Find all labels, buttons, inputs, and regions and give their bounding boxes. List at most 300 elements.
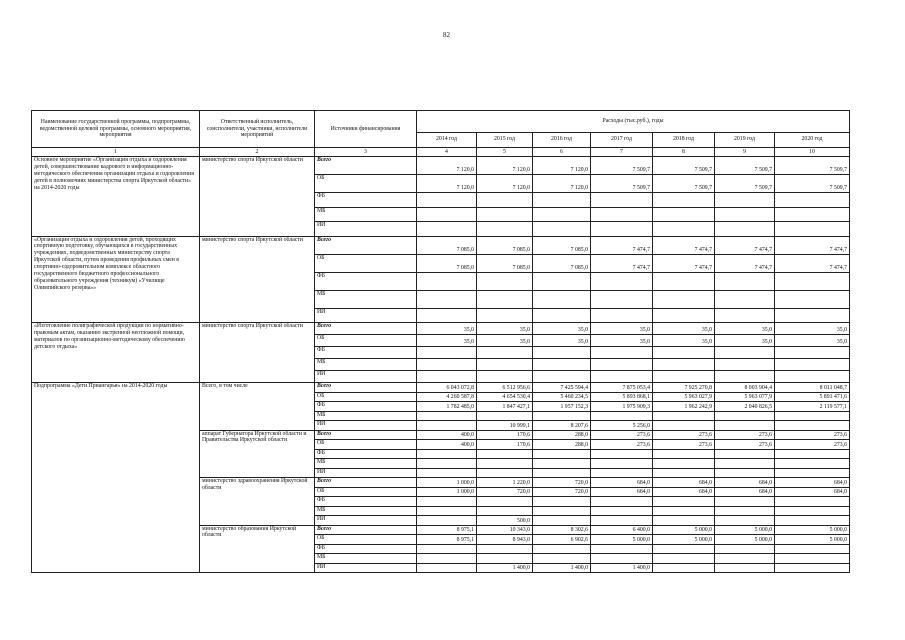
expense-value: 273,6: [653, 430, 715, 440]
expense-value: [477, 468, 533, 478]
expense-value: 1 400,0: [533, 563, 591, 573]
expense-value: 8 207,6: [533, 421, 591, 431]
expense-value: 720,0: [477, 487, 533, 497]
expense-value: [591, 468, 653, 478]
expense-value: [477, 554, 533, 564]
expense-value: 5 000,0: [653, 535, 715, 545]
expense-value: 5 000,0: [653, 525, 715, 535]
expense-value: 7 425 594,4: [533, 383, 591, 393]
expense-value: 5 000,0: [775, 535, 850, 545]
expense-value: [775, 449, 850, 459]
funding-source: МБ: [315, 290, 417, 308]
expense-value: 400,0: [417, 430, 477, 440]
expense-value: 273,6: [775, 430, 850, 440]
expense-value: [477, 272, 533, 290]
expense-value: 5 460 234,5: [533, 392, 591, 402]
expense-value: 1 957 152,3: [533, 402, 591, 412]
header-year: 2014 год: [417, 132, 477, 147]
funding-source: ФБ: [315, 449, 417, 459]
expense-value: [775, 308, 850, 323]
expense-value: [715, 449, 775, 459]
expense-value: [591, 497, 653, 507]
funding-source: МБ: [315, 506, 417, 516]
expense-value: 684,0: [775, 487, 850, 497]
expense-value: [653, 421, 715, 431]
expense-value: 273,6: [653, 440, 715, 450]
header-index: 7: [591, 148, 653, 157]
expense-value: 1 847 427,1: [477, 402, 533, 412]
expense-value: 7 509,7: [715, 175, 775, 193]
expense-value: [591, 272, 653, 290]
executor-name: министерство спорта Иркутской области: [200, 323, 315, 383]
expense-value: 7 474,7: [715, 254, 775, 272]
expense-value: [591, 554, 653, 564]
expense-value: 273,6: [591, 440, 653, 450]
expense-value: [715, 347, 775, 359]
expense-value: 684,0: [715, 487, 775, 497]
executor-name: министерство спорта Иркутской области: [200, 236, 315, 323]
expense-value: [533, 272, 591, 290]
expense-value: 288,0: [533, 430, 591, 440]
expense-value: 5 256,0: [591, 421, 653, 431]
expense-value: 684,0: [715, 478, 775, 488]
expense-value: 1 400,0: [477, 563, 533, 573]
expense-value: 500,0: [477, 516, 533, 526]
expense-value: [417, 347, 477, 359]
executor-name: министерство спорта Иркутской области: [200, 157, 315, 237]
expense-value: 7 509,7: [591, 175, 653, 193]
funding-source: ИИ: [315, 468, 417, 478]
expense-value: [591, 516, 653, 526]
expense-value: [477, 359, 533, 371]
header-index: 5: [477, 148, 533, 157]
expense-value: 1 782 485,0: [417, 402, 477, 412]
funding-source: ОБ: [315, 392, 417, 402]
expense-value: 720,0: [533, 478, 591, 488]
funding-source: ОБ: [315, 335, 417, 347]
expense-value: [715, 459, 775, 469]
expense-value: 35,0: [591, 323, 653, 335]
expense-value: 5 893 868,1: [591, 392, 653, 402]
funding-source: ОБ: [315, 440, 417, 450]
header-executor: Ответственный исполнитель, соисполнители, участники, исполнители мероприятий: [200, 111, 315, 148]
funding-source: ОБ: [315, 175, 417, 193]
expense-value: 7 474,7: [775, 254, 850, 272]
expense-value: [775, 207, 850, 222]
expense-value: 4 260 587,8: [417, 392, 477, 402]
expense-value: 35,0: [775, 323, 850, 335]
expense-value: [653, 290, 715, 308]
expense-value: [417, 272, 477, 290]
funding-source: Всего: [315, 236, 417, 254]
expense-value: [775, 506, 850, 516]
expense-value: 8 975,1: [417, 535, 477, 545]
expense-value: [533, 347, 591, 359]
funding-source: МБ: [315, 359, 417, 371]
expense-value: 6 043 072,8: [417, 383, 477, 393]
table-row: [32, 236, 850, 254]
funding-source: Всего: [315, 383, 417, 393]
expense-value: 5 000,0: [775, 525, 850, 535]
expense-value: [653, 449, 715, 459]
table-row: [32, 323, 850, 335]
expense-value: 2 040 826,5: [715, 402, 775, 412]
expense-value: 7 509,7: [653, 175, 715, 193]
expense-value: 7 474,7: [591, 236, 653, 254]
header-index: 9: [715, 148, 775, 157]
expense-value: [775, 421, 850, 431]
expense-value: [653, 359, 715, 371]
expense-value: [715, 563, 775, 573]
expense-value: [533, 371, 591, 383]
expense-value: [775, 468, 850, 478]
funding-source: ФБ: [315, 544, 417, 554]
expense-value: 684,0: [653, 478, 715, 488]
expense-value: [715, 272, 775, 290]
expense-value: [417, 468, 477, 478]
expense-value: [417, 449, 477, 459]
expense-value: [653, 497, 715, 507]
expense-value: [591, 207, 653, 222]
expense-value: [533, 193, 591, 208]
expense-value: [775, 563, 850, 573]
expense-value: [477, 347, 533, 359]
funding-source: МБ: [315, 207, 417, 222]
expense-value: 6 902,6: [533, 535, 591, 545]
expense-value: 8 011 048,7: [775, 383, 850, 393]
expense-value: 35,0: [715, 323, 775, 335]
header-expenses: Расходы (тыс.руб.), годы: [417, 111, 850, 133]
expense-value: [477, 290, 533, 308]
expense-value: [653, 516, 715, 526]
funding-source: ОБ: [315, 487, 417, 497]
expense-value: [653, 308, 715, 323]
expense-value: 1 000,0: [417, 487, 477, 497]
expense-value: [775, 411, 850, 421]
expense-value: 8 302,6: [533, 525, 591, 535]
expense-value: [477, 497, 533, 507]
expense-value: 7 120,0: [477, 175, 533, 193]
expense-value: [417, 222, 477, 237]
funding-source: Всего: [315, 430, 417, 440]
funding-source: Всего: [315, 157, 417, 175]
expense-value: [775, 359, 850, 371]
expense-value: [715, 554, 775, 564]
expense-value: [653, 371, 715, 383]
expense-value: 684,0: [591, 487, 653, 497]
expense-value: [591, 290, 653, 308]
expense-value: [715, 308, 775, 323]
expense-value: 4 654 530,4: [477, 392, 533, 402]
expense-value: [715, 222, 775, 237]
expense-value: [775, 222, 850, 237]
expense-value: [653, 544, 715, 554]
expense-value: [417, 459, 477, 469]
expense-value: 1 220,0: [477, 478, 533, 488]
expense-value: 720,0: [533, 487, 591, 497]
program-name: «Изготовление полиграфической продукции по нормативно-правовым актам, оказанию экстренной неотложной помощи, материалов по организационно-методическому обеспечению детского отдыха»: [32, 323, 200, 383]
expense-value: [715, 359, 775, 371]
expense-value: 400,0: [417, 440, 477, 450]
expense-value: 684,0: [653, 487, 715, 497]
expense-value: 35,0: [417, 323, 477, 335]
expense-value: 10 343,0: [477, 525, 533, 535]
funding-source: ИИ: [315, 421, 417, 431]
expense-value: 8 003 904,4: [715, 383, 775, 393]
funding-source: ФБ: [315, 193, 417, 208]
expense-value: [417, 563, 477, 573]
header-year: 2017 год: [591, 132, 653, 147]
expense-value: [477, 207, 533, 222]
expense-value: [715, 193, 775, 208]
expense-value: 8 975,1: [417, 525, 477, 535]
expense-value: [477, 459, 533, 469]
expense-value: [591, 544, 653, 554]
expense-value: [775, 554, 850, 564]
expense-value: 684,0: [591, 478, 653, 488]
expense-value: [533, 497, 591, 507]
expense-value: [417, 544, 477, 554]
expense-value: 7 925 270,8: [653, 383, 715, 393]
expense-value: [417, 290, 477, 308]
expense-value: 5 000,0: [591, 535, 653, 545]
expense-value: [775, 347, 850, 359]
expense-value: [715, 290, 775, 308]
expense-value: [653, 459, 715, 469]
funding-source: ИИ: [315, 371, 417, 383]
expense-value: [775, 497, 850, 507]
table-row: [32, 157, 850, 175]
expense-value: 7 085,0: [417, 236, 477, 254]
expense-value: [653, 207, 715, 222]
expense-value: [653, 193, 715, 208]
expense-value: [417, 207, 477, 222]
table-body: [32, 157, 850, 573]
expense-value: [715, 207, 775, 222]
expense-value: 7 509,7: [775, 175, 850, 193]
expense-value: 7 120,0: [417, 157, 477, 175]
expense-value: 273,6: [775, 440, 850, 450]
funding-source: ФБ: [315, 347, 417, 359]
expense-value: [477, 506, 533, 516]
expense-value: [477, 193, 533, 208]
expense-value: [477, 449, 533, 459]
expense-value: [715, 468, 775, 478]
expense-value: [775, 272, 850, 290]
program-name: Подпрограмма «Дети Приангарья» на 2014-2020 годы: [32, 383, 200, 573]
expense-value: 7 085,0: [477, 236, 533, 254]
funding-source: ФБ: [315, 402, 417, 412]
expense-value: 7 474,7: [653, 254, 715, 272]
expense-value: [775, 371, 850, 383]
expense-value: 7 509,7: [591, 157, 653, 175]
expense-value: 1 400,0: [591, 563, 653, 573]
expense-value: [775, 516, 850, 526]
table-row: [32, 383, 850, 393]
expense-value: [591, 449, 653, 459]
expense-value: [591, 506, 653, 516]
expense-value: 7 120,0: [477, 157, 533, 175]
funding-source: ФБ: [315, 497, 417, 507]
expense-value: [591, 459, 653, 469]
expense-value: [775, 193, 850, 208]
expense-value: [591, 193, 653, 208]
expense-value: [715, 421, 775, 431]
expense-value: [715, 506, 775, 516]
expense-value: [591, 308, 653, 323]
expense-value: [477, 222, 533, 237]
expense-value: [533, 544, 591, 554]
expense-value: 5 963 077,9: [715, 392, 775, 402]
expense-value: [417, 506, 477, 516]
header-index: 1: [32, 148, 200, 157]
expense-value: 7 474,7: [591, 254, 653, 272]
funding-source: ОБ: [315, 254, 417, 272]
expense-value: [417, 554, 477, 564]
header-source: Источники финансирования: [315, 111, 417, 148]
expense-value: 35,0: [477, 323, 533, 335]
expense-value: 7 085,0: [417, 254, 477, 272]
expense-value: [533, 506, 591, 516]
header-program: Наименование государственной программы, подпрограммы, ведомственной целевой программы, основного мероприятия, мероприятия: [32, 111, 200, 148]
expense-value: 6 512 956,6: [477, 383, 533, 393]
expense-value: [477, 371, 533, 383]
funding-source: МБ: [315, 411, 417, 421]
expense-value: [417, 411, 477, 421]
header-index: 4: [417, 148, 477, 157]
expenses-table: [31, 110, 850, 573]
expense-value: 5 891 471,6: [775, 392, 850, 402]
expense-value: [417, 516, 477, 526]
header-year: 2018 год: [653, 132, 715, 147]
expense-value: [653, 411, 715, 421]
expense-value: 7 509,7: [715, 157, 775, 175]
funding-source: Всего: [315, 323, 417, 335]
expense-value: [715, 544, 775, 554]
expense-value: 7 509,7: [653, 157, 715, 175]
header-index: 8: [653, 148, 715, 157]
expense-value: 35,0: [775, 335, 850, 347]
expense-value: [533, 308, 591, 323]
expense-value: [653, 468, 715, 478]
expense-value: 35,0: [533, 323, 591, 335]
expense-value: [775, 459, 850, 469]
expense-value: 7 085,0: [477, 254, 533, 272]
expense-value: 35,0: [653, 323, 715, 335]
funding-source: ИИ: [315, 222, 417, 237]
expense-value: [591, 371, 653, 383]
executor-name: министерство здравоохранения Иркутской области: [200, 478, 315, 526]
expense-value: [417, 193, 477, 208]
funding-source: ИИ: [315, 516, 417, 526]
expense-value: [477, 411, 533, 421]
expense-value: 7 120,0: [533, 175, 591, 193]
expense-value: [533, 468, 591, 478]
expense-value: [417, 371, 477, 383]
expense-value: [533, 459, 591, 469]
expense-value: 7 085,0: [533, 236, 591, 254]
executor-name: Всего, в том числе: [200, 383, 315, 431]
expense-value: 7 120,0: [533, 157, 591, 175]
expense-value: [417, 308, 477, 323]
expense-value: [533, 449, 591, 459]
expense-value: [715, 497, 775, 507]
expense-value: [533, 359, 591, 371]
expense-value: 1 962 242,9: [653, 402, 715, 412]
expense-value: 273,6: [715, 430, 775, 440]
expense-value: 35,0: [417, 335, 477, 347]
funding-source: ФБ: [315, 272, 417, 290]
funding-source: Всего: [315, 525, 417, 535]
expense-value: 7 474,7: [715, 236, 775, 254]
expense-value: [591, 359, 653, 371]
expense-value: 170,6: [477, 440, 533, 450]
expense-value: [715, 371, 775, 383]
expense-value: [533, 516, 591, 526]
expense-value: 7 474,7: [775, 236, 850, 254]
header-index: 2: [200, 148, 315, 157]
expense-value: 5 963 027,9: [653, 392, 715, 402]
funding-source: Всего: [315, 478, 417, 488]
expense-value: 7 085,0: [533, 254, 591, 272]
expense-value: [591, 411, 653, 421]
expense-value: 273,6: [591, 430, 653, 440]
expense-value: [775, 290, 850, 308]
expense-value: 1 975 909,3: [591, 402, 653, 412]
expense-value: 288,0: [533, 440, 591, 450]
expense-value: 35,0: [715, 335, 775, 347]
page-number: 82: [443, 31, 450, 39]
header-index: 10: [775, 148, 850, 157]
expense-value: [477, 308, 533, 323]
header-index: 3: [315, 148, 417, 157]
header-year: 2016 год: [533, 132, 591, 147]
expense-value: 273,6: [715, 440, 775, 450]
header-year: 2019 год: [715, 132, 775, 147]
expense-value: 7 875 053,4: [591, 383, 653, 393]
funding-source: МБ: [315, 554, 417, 564]
program-name: Основное мероприятие «Организация отдыха и оздоровления детей, совершенствование кадрового и информационно-методического обеспечения организации отдыха и оздоровления детей в полномочиях министерства спорта Иркутской области» на 2014-2020 годы: [32, 157, 200, 237]
executor-name: аппарат Губернатора Иркутской области и Правительства Иркутской области: [200, 430, 315, 478]
header-year: 2020 год: [775, 132, 850, 147]
executor-name: министерство образования Иркутской области: [200, 525, 315, 573]
header-index: 6: [533, 148, 591, 157]
expense-value: 8 943,0: [477, 535, 533, 545]
expense-value: [591, 347, 653, 359]
expense-value: [533, 290, 591, 308]
expense-value: [653, 563, 715, 573]
expense-value: 35,0: [477, 335, 533, 347]
expense-value: [591, 222, 653, 237]
expense-value: [653, 554, 715, 564]
expense-value: [533, 554, 591, 564]
expense-value: [653, 272, 715, 290]
expense-value: 35,0: [653, 335, 715, 347]
expense-value: [653, 222, 715, 237]
expense-value: 7 509,7: [775, 157, 850, 175]
expense-value: [477, 544, 533, 554]
expense-value: [653, 347, 715, 359]
funding-source: ОБ: [315, 535, 417, 545]
program-name: «Организация отдыха и оздоровления детей, проходящих спортивную подготовку, обучающихся в государственных учреждениях, подведомственных министерству спорта Иркутской области, путем проведения профильных смен в спортивно-оздоровительном комплексе областного государственного бюджетного профессионального образовательного учреждения (техникум) «Училище Олимпийского резерва»»: [32, 236, 200, 323]
expense-value: [715, 411, 775, 421]
expense-value: 10 999,1: [477, 421, 533, 431]
header-index-row: [32, 148, 850, 157]
expense-value: [653, 506, 715, 516]
expense-value: [533, 207, 591, 222]
funding-source: ИИ: [315, 563, 417, 573]
expense-value: 7 474,7: [653, 236, 715, 254]
